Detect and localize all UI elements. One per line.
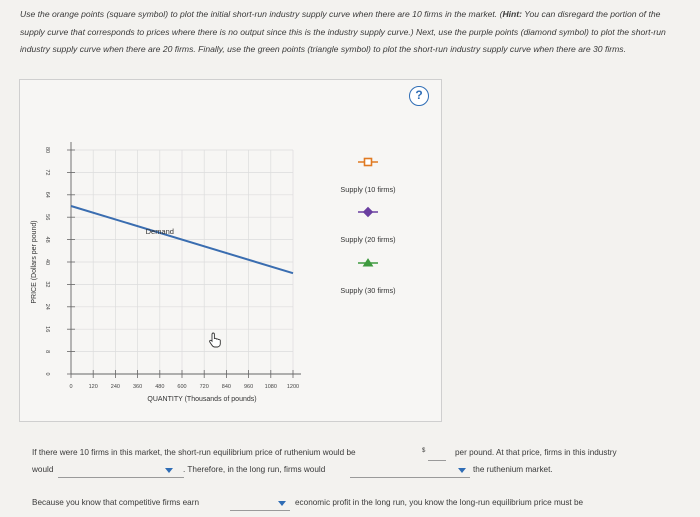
question-sentence-2b: . Therefore, in the long run, firms would <box>183 465 326 474</box>
question-sentence-2c: the ruthenium market. <box>473 465 553 474</box>
x-tick-label: 120 <box>88 384 98 390</box>
y-tick-label: 80 <box>44 146 50 154</box>
instructions-text: Use the orange points (square symbol) to plot the initial short-run industry supply curve when there are 10 firms in the market. (Hint: You can disregard the portion of the supply curve that corresponds to prices where there is no output since this is the industry supply curve.) Next, use the purple points (diamond symbol) to plot the short-run industry supply curve when there are 20 firms. Finally, use the green points (triangle symbol) to plot the short-run industry supply curve when there are 30 firms. <box>20 9 666 54</box>
x-tick-label: 480 <box>155 384 165 390</box>
x-tick-label: 720 <box>199 384 209 390</box>
question-sentence-2a: would <box>32 465 54 474</box>
y-tick-label: 64 <box>44 191 50 198</box>
square-marker-icon <box>365 159 372 166</box>
x-tick-label: 0 <box>69 384 73 390</box>
x-axis-label: QUANTITY (Thousands of pounds) <box>147 396 257 403</box>
x-tick-label: 1080 <box>264 384 277 390</box>
demand-label: Demand <box>145 227 174 236</box>
legend-label: Supply (30 firms) <box>340 286 396 295</box>
legend-label: Supply (10 firms) <box>340 185 396 194</box>
y-tick-label: 32 <box>44 281 50 288</box>
question-sentence-1a: If there were 10 firms in this market, the short-run equilibrium price of ruthenium would be <box>32 448 356 457</box>
legend-item[interactable] <box>340 259 395 295</box>
chevron-down-icon[interactable] <box>165 468 173 473</box>
y-tick-label: 16 <box>44 326 50 333</box>
y-tick-label: 24 <box>44 303 50 310</box>
x-tick-label: 240 <box>110 384 120 390</box>
legend-item[interactable] <box>340 159 395 195</box>
price-input[interactable] <box>428 446 446 461</box>
y-tick-label: 48 <box>44 236 50 243</box>
x-tick-label: 960 <box>244 384 254 390</box>
x-tick-label: 1200 <box>286 384 300 390</box>
x-tick-label: 840 <box>221 384 231 390</box>
y-tick-label: 56 <box>44 214 50 221</box>
chevron-down-icon[interactable] <box>278 501 286 506</box>
entry-exit-dropdown[interactable] <box>350 463 470 478</box>
hand-cursor-icon <box>210 333 221 347</box>
hint-label: Hint: <box>502 9 523 19</box>
chevron-down-icon[interactable] <box>458 468 466 473</box>
x-tick-label: 360 <box>133 384 143 390</box>
legend-item[interactable] <box>340 208 395 245</box>
y-tick-label: 72 <box>44 169 50 176</box>
currency-symbol: $ <box>422 448 426 454</box>
y-tick-label: 0 <box>44 372 50 376</box>
diamond-marker-icon <box>364 208 373 217</box>
y-tick-label: 8 <box>44 350 50 354</box>
question-sentence-1b: per pound. At that price, firms in this industry <box>455 448 617 457</box>
legend-label: Supply (20 firms) <box>340 235 396 244</box>
y-axis-label: PRICE (Dollars per pound) <box>31 220 38 304</box>
help-icon[interactable]: ? <box>409 86 429 106</box>
x-tick-label: 600 <box>177 384 187 390</box>
question-sentence-3a: Because you know that competitive firms earn <box>32 498 200 507</box>
y-tick-label: 40 <box>44 258 50 266</box>
question-sentence-3b: economic profit in the long run, you know the long-run equilibrium price must be <box>295 498 584 507</box>
